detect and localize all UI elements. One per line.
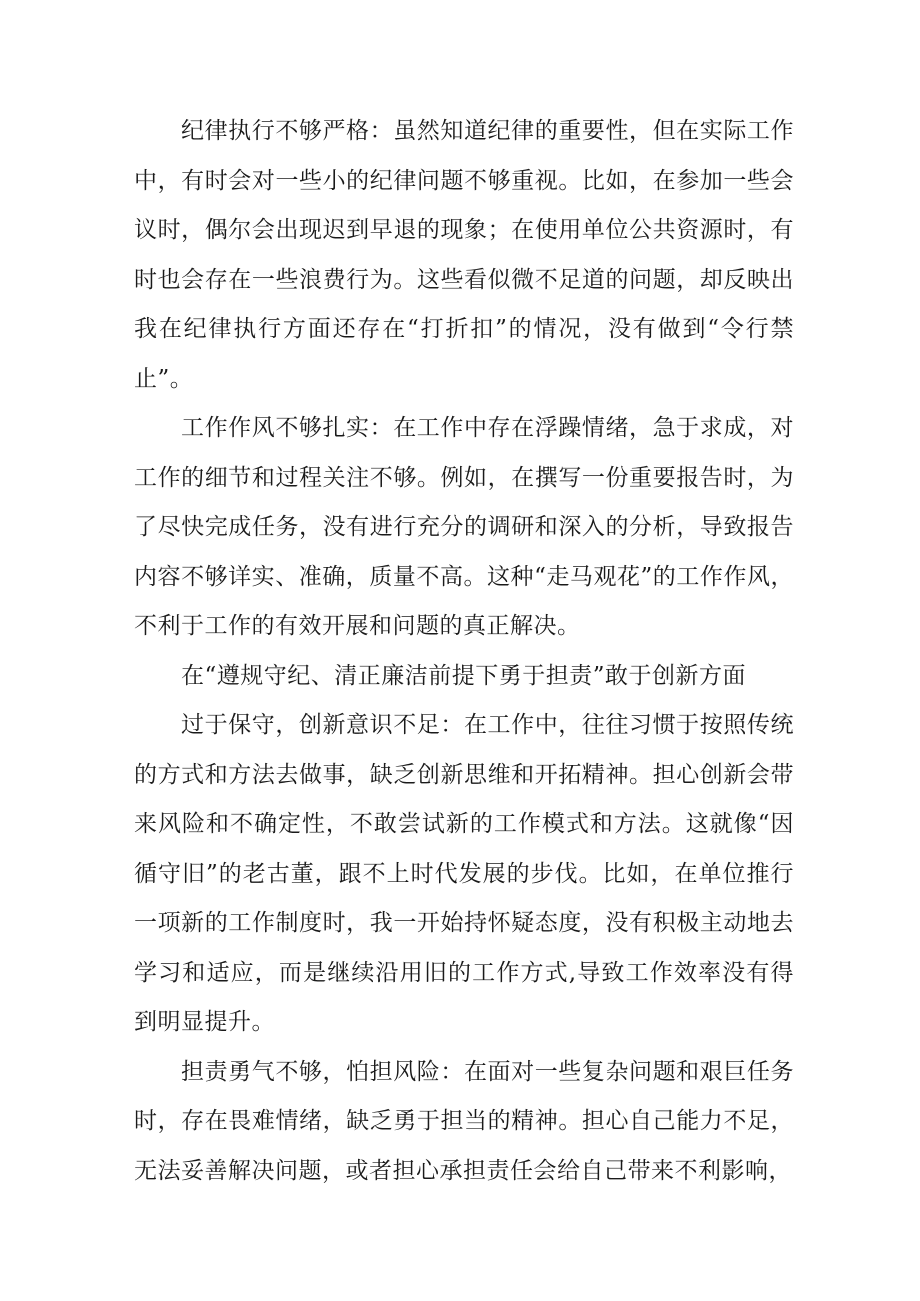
paragraph-discipline: 纪律执行不够严格：虽然知道纪律的重要性，但在实际工作中，有时会对一些小的纪律问题不够重视。比如，在参加一些会议时，偶尔会出现迟到早退的现象；在使用单位公共资源时，有时也会存在一些浪费行为。这些看似微不足道的问题，却反映出我在纪律执行方面还存在“打折扣”的情况，没有做到“令行禁止”。 [134, 118, 794, 392]
section-heading-innovation: 在“遵规守纪、清正廉洁前提下勇于担责”敢于创新方面 [181, 662, 747, 689]
paragraph-responsibility: 担责勇气不够，怕担风险：在面对一些复杂问题和艰巨任务时，存在畏难情绪，缺乏勇于担当的精神。担心自己能力不足，无法妥善解决问题，或者担心承担责任会给自己带来不利影响， [134, 1058, 794, 1184]
paragraph-work-style: 工作作风不够扎实：在工作中存在浮躁情绪，急于求成，对工作的细节和过程关注不够。例如，在撰写一份重要报告时，为了尽快完成任务，没有进行充分的调研和深入的分析，导致报告内容不够详实、准确，质量不高。这种“走马观花”的工作作风，不利于工作的有效开展和问题的真正解决。 [134, 415, 794, 639]
paragraph-conservatism: 过于保守，创新意识不足：在工作中，往往习惯于按照传统的方式和方法去做事，缺乏创新思维和开拓精神。担心创新会带来风险和不确定性，不敢尝试新的工作模式和方法。这就像“因循守旧”的老古董，跟不上时代发展的步伐。比如，在单位推行一项新的工作制度时，我一开始持怀疑态度，没有积极主动地去学习和适应，而是继续沿用旧的工作方式,导致工作效率没有得到明显提升。 [134, 712, 794, 1035]
document-body [134, 107, 794, 1196]
